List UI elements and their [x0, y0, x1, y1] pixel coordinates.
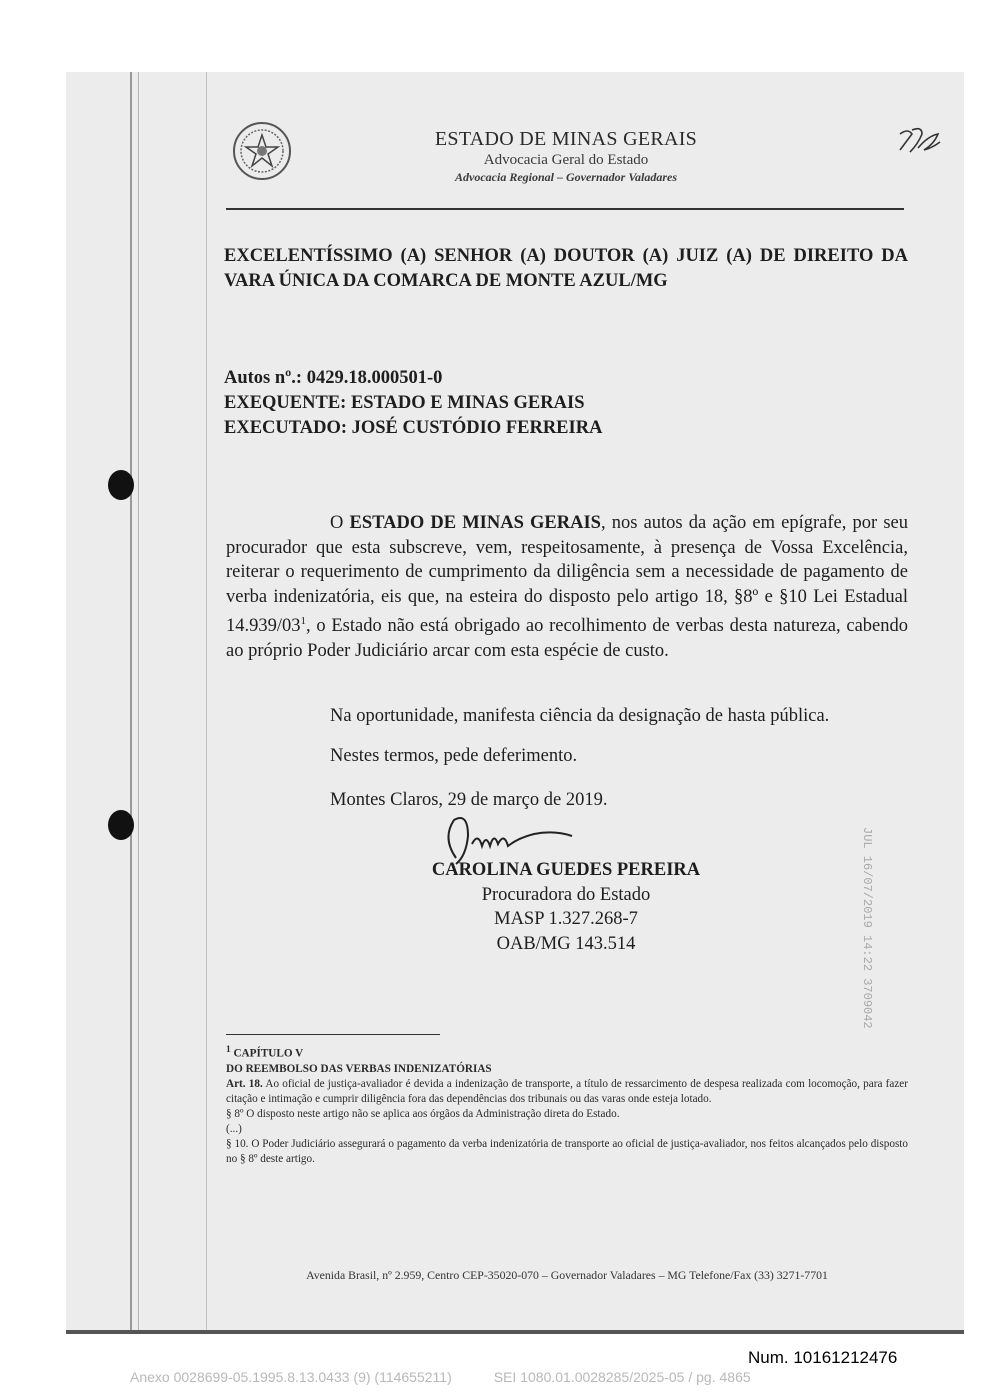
footnote-paragraph-8: § 8º O disposto neste artigo não se aplica aos órgãos da Administração direta do Estado.: [226, 1107, 620, 1120]
letterhead-state: ESTADO DE MINAS GERAIS: [434, 128, 698, 150]
main-paragraph: [226, 511, 908, 663]
paragraph-text-b: , o Estado não está obrigado ao recolhimento de verbas desta natureza, cabendo ao próprio Poder Judiciário arcar com esta espécie de custo.: [226, 616, 908, 661]
annex-reference: Anexo 0028699-05.1995.8.13.0433 (9) (114655211): [130, 1369, 452, 1385]
footnote-paragraph-10: § 10. O Poder Judiciário assegurará o pagamento da verba indenizatória de transporte ao oficial de justiça-avaliador, nos feitos alcançados pelo disposto no § 8º deste artigo.: [226, 1137, 908, 1165]
footnote-divider: [226, 1034, 440, 1035]
letterhead-agency: Advocacia Geral do Estado: [483, 152, 649, 168]
letterhead: [376, 128, 756, 185]
footnote-reference: 1: [300, 615, 307, 627]
paragraph-lead: O: [330, 513, 350, 533]
handwritten-page-mark-icon: [894, 126, 944, 156]
footnote-number: 1: [226, 1045, 231, 1055]
addressee-heading: EXCELENTÍSSIMO (A) SENHOR (A) DOUTOR (A) JUIZ (A) DE DIREITO DA VARA ÚNICA DA COMARCA DE MONTE AZUL/MG: [224, 246, 908, 291]
signer-masp: MASP 1.327.268-7: [494, 909, 638, 929]
scanned-page: [66, 72, 964, 1334]
paragraph-bold-party: ESTADO DE MINAS GERAIS: [349, 513, 601, 533]
signer-name: CAROLINA GUEDES PEREIRA: [431, 860, 701, 880]
fold-line: [130, 72, 132, 1334]
punch-hole: [108, 470, 134, 500]
footnote-article-text: Ao oficial de justiça-avaliador é devida a indenização de transporte, a título de ressarcimento de despesa realizada com locomoção, para fazer citação e intimação e cumprir diligência fora das dependências dos tribunais ou das varas onde esteja lotado.: [226, 1077, 908, 1105]
document-number: Num. 10161212476: [748, 1348, 898, 1367]
coat-of-arms-seal-icon: [232, 121, 292, 181]
case-exequente: EXEQUENTE: ESTADO E MINAS GERAIS: [224, 393, 585, 413]
footnote-title: DO REEMBOLSO DAS VERBAS INDENIZATÓRIAS: [226, 1062, 492, 1075]
margin-line: [206, 72, 207, 1334]
case-details: [224, 366, 602, 441]
footnote-chapter: CAPÍTULO V: [233, 1047, 304, 1060]
case-executado: EXECUTADO: JOSÉ CUSTÓDIO FERREIRA: [224, 418, 603, 438]
fold-line: [138, 72, 139, 1334]
signer-role: Procuradora do Estado: [481, 884, 651, 905]
paragraph-text-a: , nos autos da ação em epígrafe, por seu procurador que esta subscreve, vem, respeitosamente, à presença de Vossa Excelência, reiterar o requerimento de cumprimento da diligência sem a necessidade de pagamento de verba indenizatória, eis que, na esteira do disposto pelo artigo 18, §8º e §10 Lei Estadual 14.939/03: [226, 513, 908, 637]
sei-reference: SEI 1080.01.0028285/2025-05 / pg. 4865: [493, 1369, 751, 1385]
signer-oab: OAB/MG 143.514: [496, 933, 636, 954]
footer-address: Avenida Brasil, nº 2.959, Centro CEP-35020-070 – Governador Valadares – MG Telefone/Fax (33) 3271-7701: [306, 1268, 828, 1282]
footnote-ellipsis: (...): [226, 1122, 242, 1135]
date-line: Montes Claros, 29 de março de 2019.: [330, 790, 608, 810]
annex-footer: [130, 1369, 751, 1385]
case-number: Autos nº.: 0429.18.000501-0: [224, 368, 443, 388]
header-divider: [226, 208, 904, 210]
punch-hole: [108, 810, 134, 840]
paragraph-request: Nestes termos, pede deferimento.: [330, 746, 578, 766]
footnote: [226, 1043, 908, 1167]
letterhead-regional: Advocacia Regional – Governador Valadares: [455, 170, 677, 184]
page-bottom-edge: [66, 1330, 964, 1334]
paragraph-ciencia: Na oportunidade, manifesta ciência da designação de hasta pública.: [330, 706, 830, 726]
footnote-article-label: Art. 18.: [226, 1077, 263, 1090]
protocol-stamp: JUL 16/07/2019 14:22 3709042: [860, 827, 874, 1029]
signer-block: [366, 858, 766, 956]
